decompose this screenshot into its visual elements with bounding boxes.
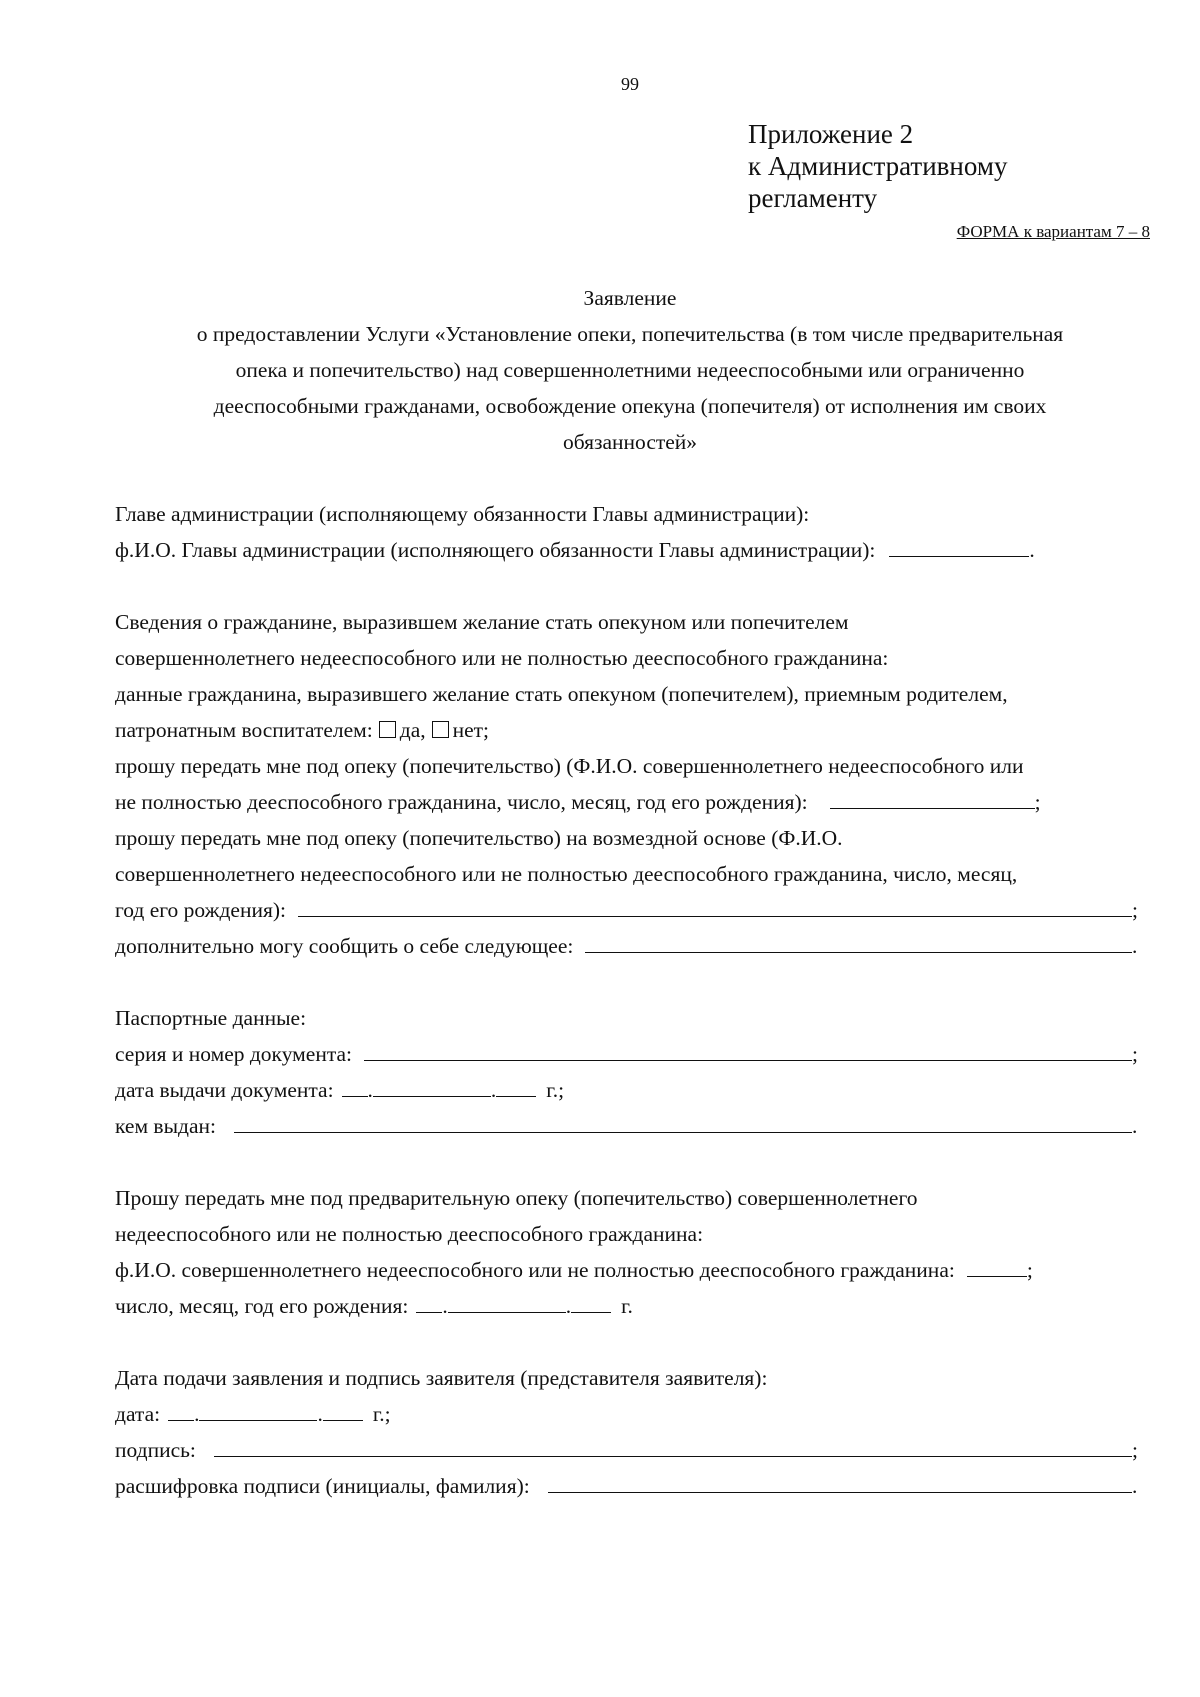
citizen-text-3: данные гражданина, выразившего желание стать опекуном (попечителем), приемным родителем, <box>115 682 1008 706</box>
issue-month-field[interactable] <box>373 1076 491 1097</box>
citizen-line-1 <box>115 604 1140 640</box>
punct-dot: . <box>1029 538 1035 562</box>
title-heading: Заявление <box>583 286 677 310</box>
submission-month-field[interactable] <box>199 1400 317 1421</box>
birth-day-field[interactable] <box>416 1292 442 1313</box>
page-number: 99 <box>621 74 639 94</box>
punct-dot: . <box>1132 934 1138 958</box>
passport-heading-line <box>115 1000 1140 1036</box>
punct-semicolon: ; <box>1026 1258 1033 1282</box>
preliminary-line-1 <box>115 1180 1140 1216</box>
year-suffix: г. <box>621 1294 633 1318</box>
head-label-2: ф.И.О. Главы администрации (исполняющего обязанности Главы администрации): <box>115 538 876 562</box>
passport-heading: Паспортные данные: <box>115 1006 307 1030</box>
head-line-2 <box>115 532 1140 568</box>
preliminary-text-3: ф.И.О. совершеннолетнего недееспособного или не полностью дееспособного гражданина: <box>115 1258 955 1282</box>
citizen-text-7: прошу передать мне под опеку (попечительство) на возмездной основе (Ф.И.О. <box>115 826 843 850</box>
submission-date-line <box>115 1396 1140 1432</box>
date-separator: . <box>442 1294 448 1318</box>
citizen-text-6: не полностью дееспособного гражданина, число, месяц, год его рождения): <box>115 790 808 814</box>
citizen-line-8 <box>115 856 1140 892</box>
preliminary-line-2 <box>115 1216 1140 1252</box>
guardianship-person-field[interactable] <box>830 788 1035 809</box>
title-line-1: о предоставлении Услуги «Установление опеки, попечительства (в том числе предварительная <box>196 322 1064 346</box>
passport-series-line <box>115 1036 1140 1072</box>
preliminary-name-field[interactable] <box>967 1256 1027 1277</box>
citizen-text-10: дополнительно могу сообщить о себе следующее: <box>115 934 574 958</box>
signature-heading: Дата подачи заявления и подпись заявителя (представителя заявителя): <box>115 1366 768 1390</box>
signature-decoding-field[interactable] <box>548 1472 1132 1493</box>
signature-field[interactable] <box>214 1436 1132 1457</box>
annex-line-3: регламенту <box>748 183 878 213</box>
citizen-text-2: совершеннолетнего недееспособного или не полностью дееспособного гражданина: <box>115 646 889 670</box>
signature-label: подпись: <box>115 1438 196 1462</box>
submission-year-field[interactable] <box>323 1400 363 1421</box>
series-label: серия и номер документа: <box>115 1042 352 1066</box>
title-line-2: опека и попечительство) над совершеннолетними недееспособными или ограниченно <box>235 358 1025 382</box>
citizen-text-9: год его рождения): <box>115 898 287 922</box>
additional-info-field[interactable] <box>585 932 1132 953</box>
series-number-field[interactable] <box>364 1040 1132 1061</box>
punct-semicolon: ; <box>1132 1438 1138 1462</box>
annex-line-2: к Административному <box>748 151 1008 181</box>
preliminary-line-3 <box>115 1252 1140 1288</box>
punct-dot: . <box>1132 1474 1138 1498</box>
head-label-1: Главе администрации (исполняющему обязанности Главы администрации): <box>115 502 810 526</box>
decoding-label: расшифровка подписи (инициалы, фамилия): <box>115 1474 530 1498</box>
punct-semicolon: ; <box>1132 1042 1138 1066</box>
citizen-line-3 <box>115 676 1140 712</box>
year-suffix: г.; <box>372 1402 391 1426</box>
citizen-line-9 <box>115 892 1140 928</box>
issue-year-field[interactable] <box>496 1076 536 1097</box>
passport-date-line <box>115 1072 1140 1108</box>
punct-dot: . <box>1132 1114 1138 1138</box>
issued-by-label: кем выдан: <box>115 1114 216 1138</box>
paid-guardianship-field[interactable] <box>298 896 1132 917</box>
citizen-text-8: совершеннолетнего недееспособного или не полностью дееспособного гражданина, число, месяц, <box>115 862 1018 886</box>
signature-decoding-line <box>115 1468 1140 1504</box>
date-separator: . <box>317 1402 323 1426</box>
birth-month-field[interactable] <box>448 1292 566 1313</box>
year-suffix: г.; <box>546 1078 565 1102</box>
no-checkbox[interactable] <box>432 721 449 738</box>
citizen-line-7 <box>115 820 1140 856</box>
passport-issued-line <box>115 1108 1140 1144</box>
issue-day-field[interactable] <box>342 1076 368 1097</box>
yes-label: да, <box>399 718 426 742</box>
citizen-text-1: Сведения о гражданине, выразившем желание стать опекуном или попечителем <box>115 610 849 634</box>
yes-checkbox[interactable] <box>379 721 396 738</box>
preliminary-birth-line <box>115 1288 1140 1324</box>
birth-year-field[interactable] <box>571 1292 611 1313</box>
citizen-line-2 <box>115 640 1140 676</box>
issue-date-label: дата выдачи документа: <box>115 1078 334 1102</box>
citizen-line-4 <box>115 712 1140 748</box>
head-line-1 <box>115 496 1140 532</box>
head-name-field[interactable] <box>889 536 1029 557</box>
issued-by-field[interactable] <box>234 1112 1132 1133</box>
citizen-line-6 <box>115 784 1140 820</box>
preliminary-text-1: Прошу передать мне под предварительную опеку (попечительство) совершеннолетнего <box>115 1186 918 1210</box>
no-label: нет; <box>452 718 490 742</box>
date-label: дата: <box>115 1402 161 1426</box>
punct-semicolon: ; <box>1034 790 1041 814</box>
signature-line <box>115 1432 1140 1468</box>
document-title <box>120 280 1140 460</box>
title-line-4: обязанностей» <box>562 430 698 454</box>
title-line-3: дееспособными гражданами, освобождение опекуна (попечителя) от исполнения им своих <box>213 394 1047 418</box>
signature-heading-line <box>115 1360 1140 1396</box>
date-separator: . <box>194 1402 200 1426</box>
citizen-line-10 <box>115 928 1140 964</box>
annex-header <box>748 118 1007 214</box>
forma-label: ФОРМА к вариантам 7 – 8 <box>956 222 1150 241</box>
birth-label: число, месяц, год его рождения: <box>115 1294 409 1318</box>
date-separator: . <box>565 1294 572 1318</box>
submission-day-field[interactable] <box>168 1400 194 1421</box>
citizen-line-5 <box>115 748 1140 784</box>
preliminary-text-2: недееспособного или не полностью дееспособного гражданина: <box>115 1222 704 1246</box>
punct-semicolon: ; <box>1132 898 1138 922</box>
citizen-text-4: патронатным воспитателем: <box>115 718 373 742</box>
annex-line-1: Приложение 2 <box>748 119 914 149</box>
form-body <box>115 496 1140 1504</box>
date-separator: . <box>367 1078 373 1102</box>
citizen-text-5: прошу передать мне под опеку (попечительство) (Ф.И.О. совершеннолетнего недееспособного или <box>115 754 1024 778</box>
date-separator: . <box>490 1078 497 1102</box>
